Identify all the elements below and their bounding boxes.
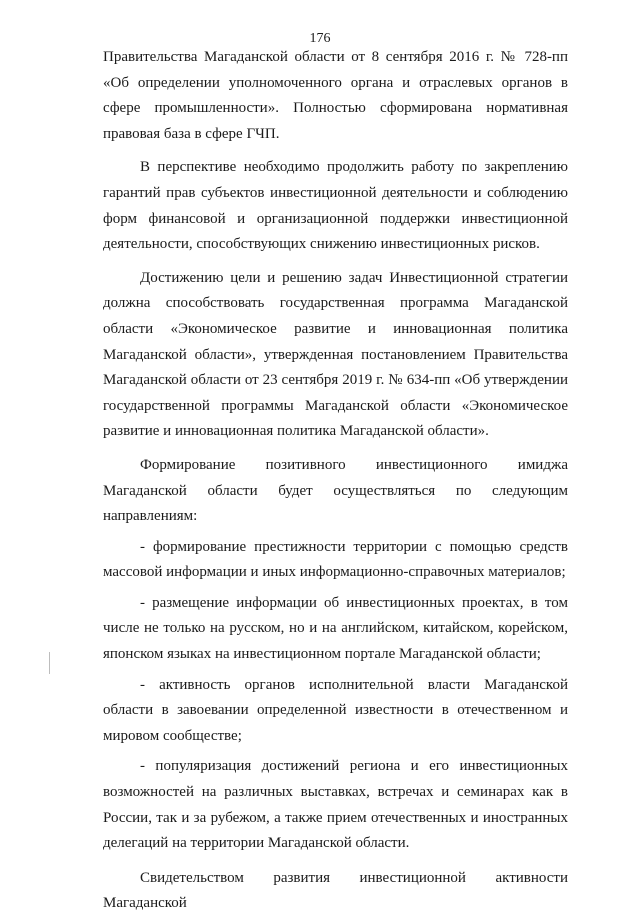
paragraph-closing: Свидетельством развития инвестиционной активности Магаданской [103,869,568,912]
paragraph-image-formation: Формирование позитивного инвестиционного имиджа Магаданской области будет осуществляться по следующим направлениям: [103,456,568,525]
list-item-portal-languages: - размещение информации об инвестиционных проектах, в том числе не только на русском, но и на английском, китайском, корейском, японском языках на инвестиционном портале Магаданской области; [103,594,568,663]
paragraph-guarantees: В перспективе необходимо продолжить работу по закреплению гарантий прав субъектов инвестиционной деятельности и соблюдению форм финансовой и организационной поддержки инвестиционной деятельности, способствующих снижению инвестиционных рисков. [103,159,568,253]
document-body [103,45,568,917]
list-item-authorities-activity: - активность органов исполнительной власти Магаданской области в завоевании определенной известности в отечественном и мировом сообществе; [103,676,568,744]
page-number: 176 [309,31,331,46]
list-item-mass-media: - формирование престижности территории с помощью средств массовой информации и иных информационно-справочных материалов; [103,538,568,581]
paragraph-continuation: Правительства Магаданской области от 8 сентября 2016 г. № 728-пп «Об определении уполномоченного органа и отраслевых органов в сфере промышленности». Полностью сформирована нормативная правовая база в сфере ГЧП. [103,49,568,142]
scan-margin-mark [49,652,50,674]
paragraph-state-program: Достижению цели и решению задач Инвестиционной стратегии должна способствовать государственная программа Магаданской области «Экономическое развитие и инновационная политика Магаданской области», утвержденная постановлением Правительства Магаданской области от 23 сентября 2019 г. № 634-пп «Об утверждении государственной программы Магаданской области «Экономическое развитие и инновационная политика Магаданской области». [103,269,568,440]
list-item-popularization: - популяризация достижений региона и его инвестиционных возможностей на различных выставках, встречах и семинарах как в России, так и за рубежом, а также прием отечественных и иностранных делегаций на территории Магаданской области. [103,758,568,852]
